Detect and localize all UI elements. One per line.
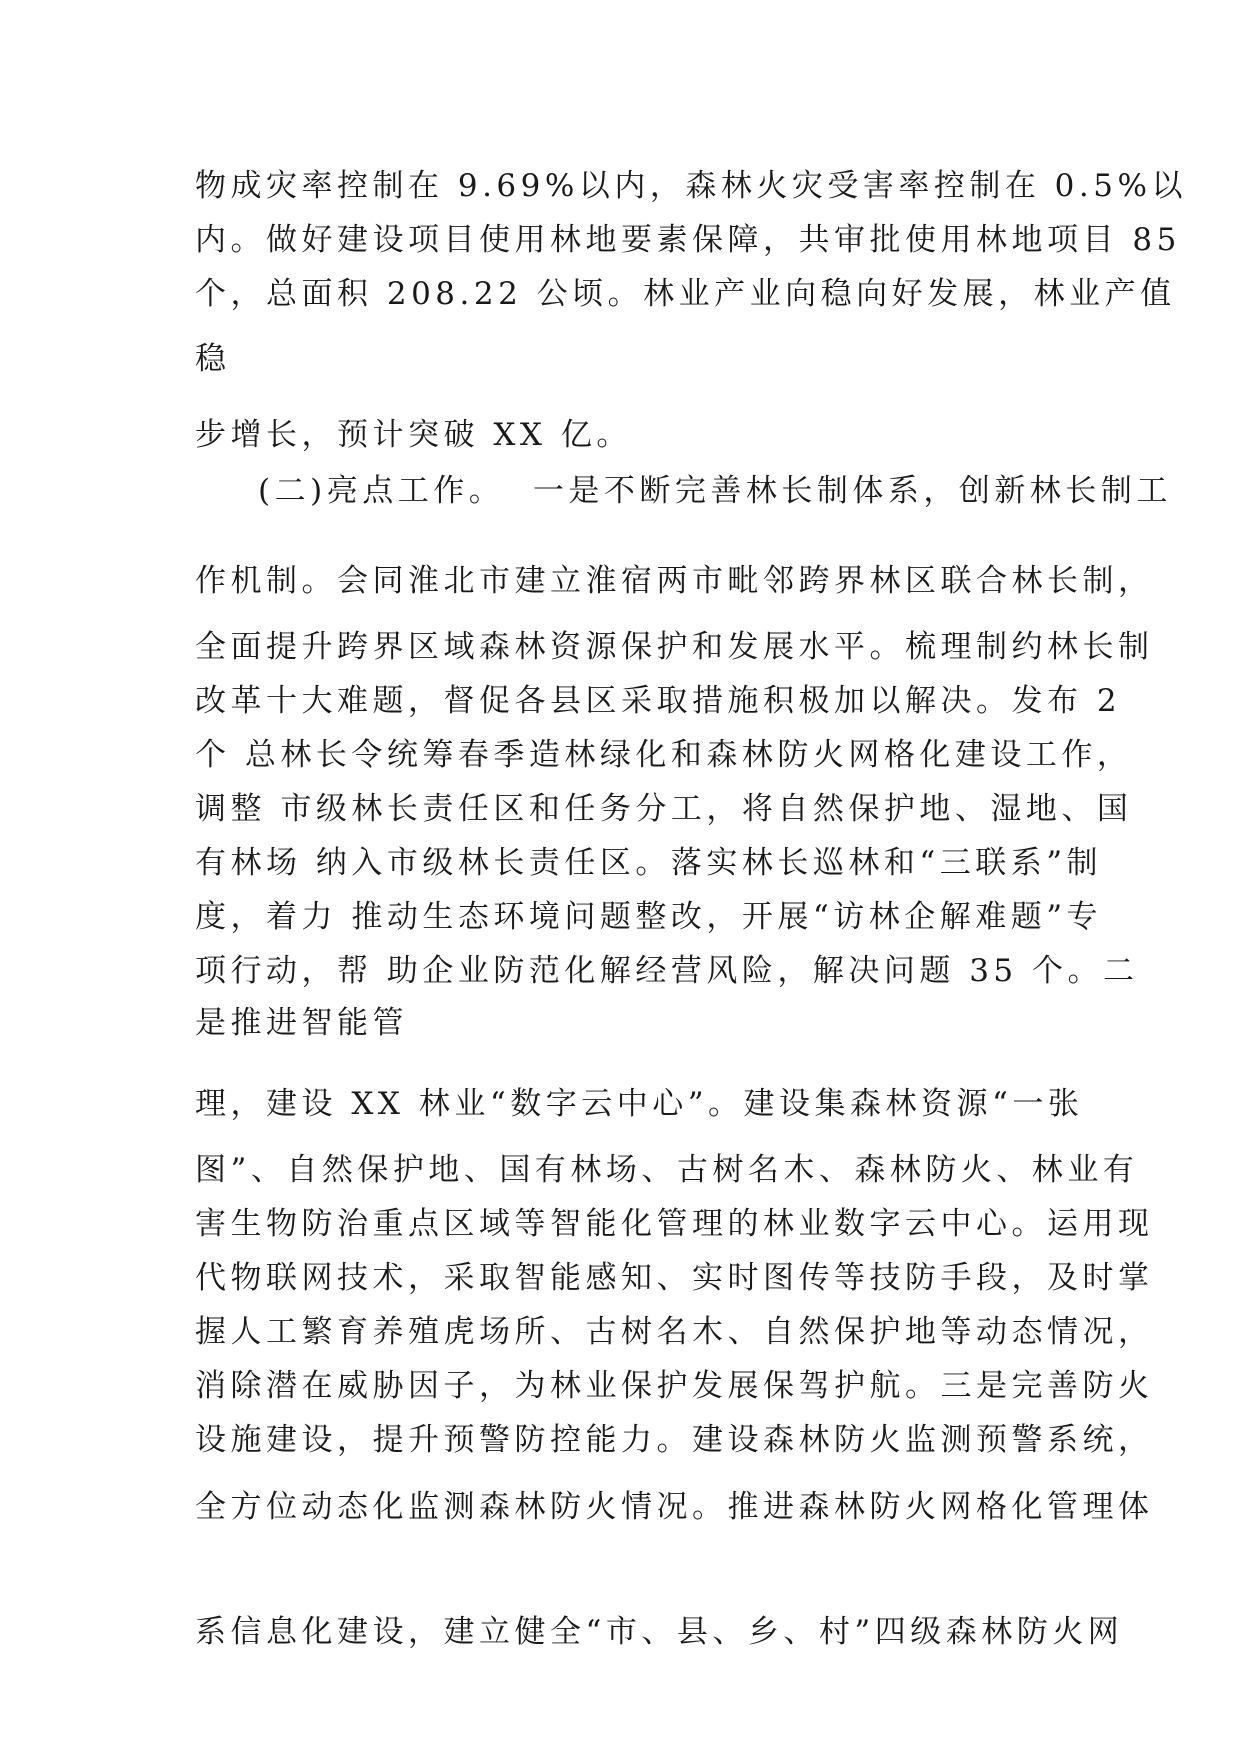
- paragraph-heading-line: (二)亮点工作。 一是不断完善林长制体系，创新林长制工: [258, 473, 1172, 509]
- text-line-17: 图”、自然保护地、国有林场、古树名木、森林防火、林业有: [195, 1152, 1139, 1188]
- text-line-3: 个，总面积 208.22 公顷。林业产业向稳向好发展，林业产值: [195, 276, 1176, 312]
- text-line-18: 害生物防治重点区域等智能化管理的林业数字云中心。运用现: [195, 1206, 1154, 1242]
- text-line-11: 调整 市级林长责任区和任务分工，将自然保护地、湿地、国: [195, 791, 1133, 827]
- text-line-13: 度，着力 推动生态环境问题整改，开展“访林企解难题”专: [195, 899, 1103, 935]
- text-line-4: 稳: [195, 341, 231, 377]
- text-line-1: 物成灾率控制在 9.69%以内，森林火灾受害率控制在 0.5%以: [195, 168, 1187, 204]
- text-line-20: 握人工繁育养殖虎场所、古树名木、自然保护地等动态情况，: [195, 1314, 1154, 1350]
- text-line-5: 步增长，预计突破 XX 亿。: [195, 417, 632, 453]
- text-line-21: 消除潜在威胁因子，为林业保护发展保驾护航。三是完善防火: [195, 1368, 1154, 1404]
- text-line-22: 设施建设，提升预警防控能力。建设森林防火监测预警系统，: [195, 1422, 1154, 1458]
- text-line-8: 全面提升跨界区域森林资源保护和发展水平。梳理制约林长制: [195, 629, 1154, 665]
- text-line-12: 有林场 纳入市级林长责任区。落实林长巡林和“三联系”制: [195, 845, 1103, 881]
- text-line-7: 作机制。会同淮北市建立淮宿两市毗邻跨界林区联合林长制，: [195, 563, 1154, 599]
- text-line-24: 系信息化建设，建立健全“市、县、乡、村”四级森林防火网: [195, 1614, 1124, 1650]
- text-line-16: 理，建设 XX 林业“数字云中心”。建设集森林资源“一张: [195, 1086, 1084, 1122]
- text-line-9: 改革十大难题，督促各县区采取措施积极加以解决。发布 2: [195, 683, 1122, 719]
- text-line-15: 是推进智能管: [195, 1005, 408, 1041]
- text-line-14: 项行动，帮 助企业防范化解经营风险，解决问题 35 个。二: [195, 953, 1139, 989]
- text-line-2: 内。做好建设项目使用林地要素保障，共审批使用林地项目 85: [195, 222, 1181, 258]
- text-line-19: 代物联网技术，采取智能感知、实时图传等技防手段，及时掌: [195, 1260, 1154, 1296]
- text-line-23: 全方位动态化监测森林防火情况。推进森林防火网格化管理体: [195, 1489, 1154, 1525]
- text-line-10: 个 总林长令统筹春季造林绿化和森林防火网格化建设工作，: [195, 737, 1133, 773]
